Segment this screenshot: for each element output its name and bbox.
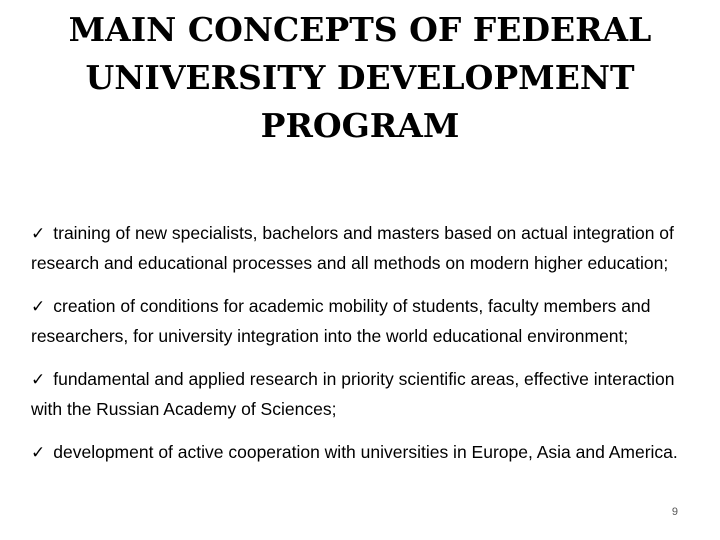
checkmark-icon: ✓ bbox=[31, 224, 46, 244]
title-line: PROGRAM bbox=[260, 106, 460, 145]
bullet-item bbox=[31, 365, 696, 423]
page-number: 9 bbox=[671, 506, 678, 518]
bullet-item bbox=[31, 292, 696, 350]
bullet-text: fundamental and applied research in priority scientific areas, effective interaction with the Russian Academy of Sciences; bbox=[31, 369, 675, 419]
slide-title bbox=[20, 6, 700, 150]
bullet-item bbox=[31, 438, 696, 468]
bullet-text: development of active cooperation with universities in Europe, Asia and America. bbox=[53, 442, 678, 462]
bullet-item bbox=[31, 219, 696, 277]
checkmark-icon: ✓ bbox=[31, 297, 46, 317]
checkmark-icon: ✓ bbox=[31, 370, 46, 390]
checkmark-icon: ✓ bbox=[31, 443, 46, 463]
bullet-text: creation of conditions for academic mobility of students, faculty members and researchers, for university integration into the world educational environment; bbox=[31, 296, 651, 346]
title-line: UNIVERSITY DEVELOPMENT bbox=[85, 58, 635, 97]
bullet-list bbox=[31, 219, 696, 483]
title-line: MAIN CONCEPTS OF FEDERAL bbox=[68, 10, 652, 49]
bullet-text: training of new specialists, bachelors and masters based on actual integration of research and educational processes and all methods on modern higher education; bbox=[31, 223, 674, 273]
